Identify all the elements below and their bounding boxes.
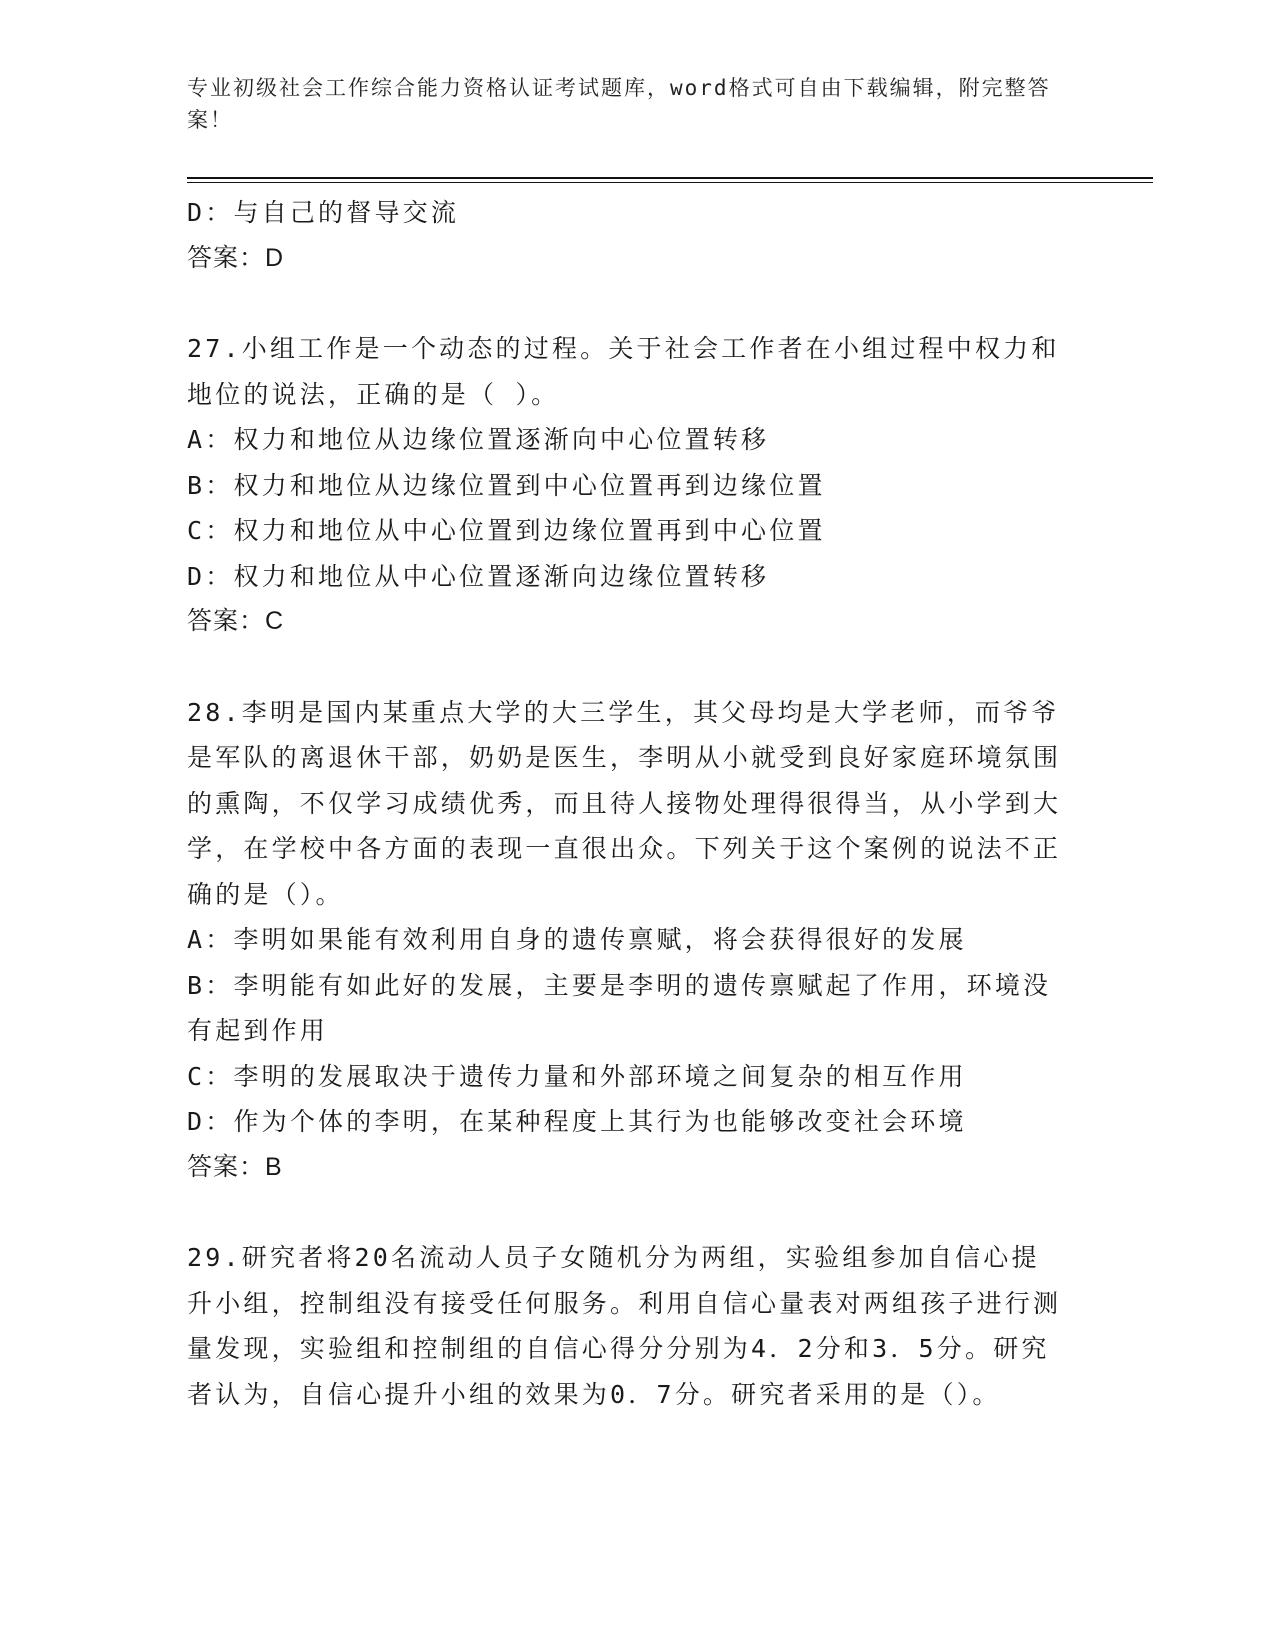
previous-question-tail [187, 190, 1067, 281]
option-d: D：权力和地位从中心位置逐渐向边缘位置转移 [187, 561, 770, 591]
option-b: B：权力和地位从边缘位置到中心位置再到边缘位置 [187, 470, 826, 500]
header-divider-thick [187, 177, 1153, 179]
option-c: C：权力和地位从中心位置到边缘位置再到中心位置 [187, 516, 826, 545]
header-text: 专业初级社会工作综合能力资格认证考试题库，word格式可自由下载编辑，附完整答案！ [187, 76, 1051, 132]
option-a: A：权力和地位从边缘位置逐渐向中心位置转移 [187, 425, 770, 454]
answer-line: 答案：C [187, 607, 285, 635]
answer-line: 答案：B [187, 1152, 283, 1181]
question-stem: 29.研究者将20名流动人员子女随机分为两组，实验组参加自信心提升小组，控制组没有接受任何服务。利用自信心量表对两组孩子进行测量发现，实验组和控制组的自信心得分分别为4．2分和3．5分。研究者认为，自信心提升小组的效果为0．7分。研究者采用的是（）。 [187, 1243, 1062, 1409]
option-b: B：李明能有如此好的发展，主要是李明的遗传禀赋起了作用，环境没有起到作用 [187, 970, 1052, 1045]
page-header [187, 72, 1067, 136]
question-27 [187, 326, 1067, 645]
question-stem: 27.小组工作是一个动态的过程。关于社会工作者在小组过程中权力和地位的说法，正确的是（ ）。 [187, 334, 1060, 409]
answer-line: 答案：D [187, 243, 285, 272]
option-c: C：李明的发展取决于遗传力量和外部环境之间复杂的相互作用 [187, 1061, 967, 1091]
question-stem: 28.李明是国内某重点大学的大三学生，其父母均是大学老师，而爷爷是军队的离退休干部，奶奶是医生，李明从小就受到良好家庭环境氛围的熏陶，不仅学习成绩优秀，而且待人接物处理得很得当，从小学到大学，在学校中各方面的表现一直很出众。下列关于这个案例的说法不正确的是（）。 [187, 697, 1062, 909]
document-body [187, 190, 1067, 1417]
option-a: A：李明如果能有效利用自身的遗传禀赋，将会获得很好的发展 [187, 925, 967, 954]
header-divider-thin [187, 182, 1153, 183]
question-28 [187, 690, 1067, 1191]
question-29 [187, 1235, 1067, 1417]
option-d: D：作为个体的李明，在某种程度上其行为也能够改变社会环境 [187, 1107, 967, 1136]
option-d: D：与自己的督导交流 [187, 198, 460, 227]
